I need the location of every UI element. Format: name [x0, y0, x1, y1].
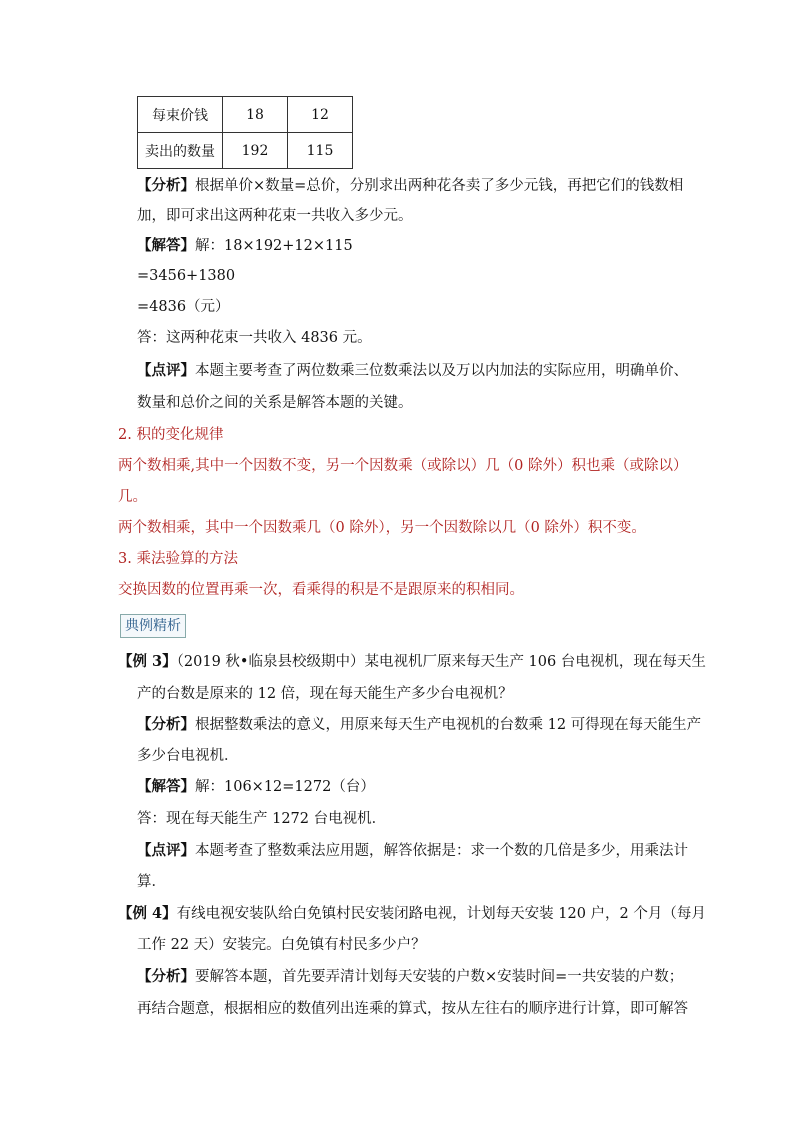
- section-title: 2. 积的变化规律: [118, 427, 224, 443]
- answer-text: =3456+1380: [137, 268, 236, 284]
- comment-tag: 【点评】: [137, 842, 195, 859]
- section-title: 3. 乘法验算的方法: [118, 551, 238, 567]
- answer-text: 答：现在每天能生产 1272 台电视机．: [137, 811, 387, 827]
- table-row: [138, 97, 353, 133]
- answer-text: 答：这两种花束一共收入 4836 元。: [137, 330, 372, 346]
- table-cell: 12: [288, 97, 353, 133]
- question-text: 有线电视安装队给白免镇村民安装闭路电视，计划每天安装 120 户，2 个月（每月: [176, 906, 706, 922]
- answer-paragraph: [137, 236, 353, 256]
- analysis-paragraph: [137, 715, 701, 735]
- price-table: [137, 96, 353, 169]
- analysis-tag: 【分析】: [137, 177, 195, 194]
- analysis-tag: 【分析】: [137, 716, 195, 733]
- table-row: [138, 133, 353, 169]
- section-text: 两个数相乘，其中一个因数乘几（0 除外），另一个因数除以几（0 除外）积不变。: [118, 520, 646, 536]
- comment-paragraph: [137, 841, 688, 861]
- answer-text: =4836（元）: [137, 299, 230, 315]
- analysis-text: 再结合题意，根据相应的数值列出连乘的算式，按从左往右的顺序进行计算，即可解答: [137, 1001, 688, 1017]
- comment-paragraph: [137, 361, 688, 381]
- example-question: [118, 652, 706, 672]
- comment-text: 算．: [137, 874, 166, 890]
- example-tag: 【例 4】: [118, 905, 177, 922]
- comment-text: 本题主要考查了两位数乘三位数乘法以及万以内加法的实际应用，明确单价、: [195, 363, 688, 379]
- section-text: 交换因数的位置再乘一次，看乘得的积是不是跟原来的积相同。: [118, 582, 524, 598]
- answer-text: 解：106×12=1272（台）: [195, 779, 375, 795]
- table-cell: 115: [288, 133, 353, 169]
- question-text: 工作 22 天）安装完。白免镇有村民多少户？: [137, 937, 426, 953]
- comment-text: 本题考查了整数乘法应用题，解答依据是：求一个数的几倍是多少，用乘法计: [195, 843, 688, 859]
- table-cell: 18: [223, 97, 288, 133]
- answer-paragraph: [137, 777, 375, 797]
- analysis-text: 多少台电视机．: [137, 748, 239, 764]
- table-cell-label: 卖出的数量: [138, 133, 223, 169]
- analysis-paragraph: [137, 967, 683, 987]
- analysis-tag: 【分析】: [137, 968, 195, 985]
- example-question: [118, 904, 706, 924]
- answer-tag: 【解答】: [137, 237, 195, 254]
- question-text: （2019 秋•临泉县校级期中）某电视机厂原来每天生产 106 台电视机，现在每天生: [176, 654, 706, 670]
- section-text: 两个数相乘,其中一个因数不变，另一个因数乘（或除以）几（0 除外）积也乘（或除以）: [118, 458, 688, 474]
- answer-text: 解：18×192+12×115: [195, 238, 353, 254]
- analysis-text: 根据单价×数量=总价，分别求出两种花各卖了多少元钱，再把它们的钱数相: [195, 178, 684, 194]
- analysis-text: 根据整数乘法的意义，用原来每天生产电视机的台数乘 12 可得现在每天能生产: [195, 717, 702, 733]
- example-tag: 【例 3】: [118, 653, 177, 670]
- table-cell: 192: [223, 133, 288, 169]
- table-cell-label: 每束价钱: [138, 97, 223, 133]
- comment-tag: 【点评】: [137, 362, 195, 379]
- answer-tag: 【解答】: [137, 778, 195, 795]
- comment-text: 数量和总价之间的关系是解答本题的关键。: [137, 395, 413, 411]
- analysis-paragraph: [137, 176, 683, 196]
- question-text: 产的台数是原来的 12 倍，现在每天能生产多少台电视机？: [137, 686, 513, 702]
- analysis-text: 加，即可求出这两种花束一共收入多少元。: [137, 208, 413, 224]
- analysis-text: 要解答本题，首先要弄清计划每天安装的户数×安装时间=一共安装的户数；: [195, 969, 684, 985]
- section-text: 几。: [118, 489, 147, 505]
- example-heading-badge: 典例精析: [120, 614, 186, 638]
